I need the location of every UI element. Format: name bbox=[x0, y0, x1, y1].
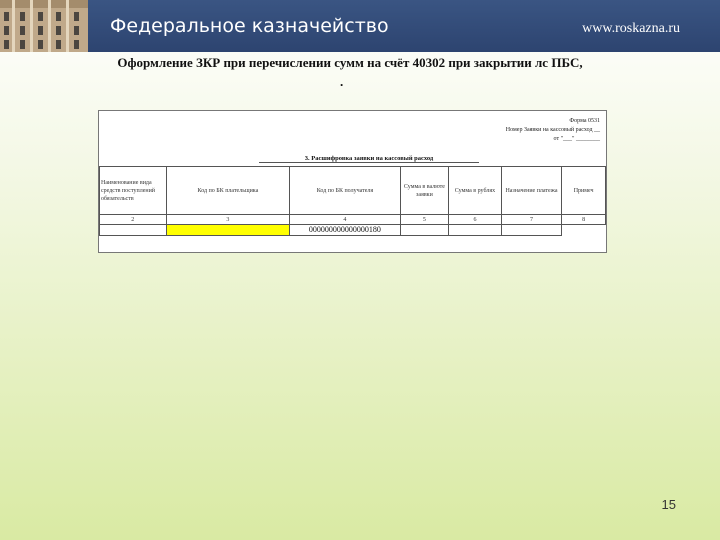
form-header bbox=[400, 117, 600, 144]
header-title: Федеральное казначейство bbox=[110, 15, 389, 37]
page-number: 15 bbox=[661, 497, 676, 512]
kbk-cell: 000000000000000180 bbox=[290, 225, 400, 236]
decoding-table bbox=[99, 166, 606, 236]
column-number: 7 bbox=[501, 215, 562, 225]
column-number: 6 bbox=[449, 215, 502, 225]
column-header: Код по БК плательщика bbox=[166, 167, 290, 215]
table-row bbox=[100, 225, 606, 236]
section-title: 3. Расшифровка заявки на кассовый расход bbox=[259, 155, 479, 163]
slide-title: Оформление ЗКР при перечислении сумм на счёт 40302 при закрытии лс ПБС, bbox=[117, 55, 583, 70]
column-number: 4 bbox=[290, 215, 400, 225]
highlighted-cell bbox=[166, 225, 290, 236]
column-number: 3 bbox=[166, 215, 290, 225]
column-number: 2 bbox=[100, 215, 167, 225]
header-url[interactable]: www.roskazna.ru bbox=[582, 21, 680, 36]
column-header: Код по БК получателя bbox=[290, 167, 400, 215]
column-number: 5 bbox=[400, 215, 449, 225]
column-header: Сумма в валюте заявки bbox=[400, 167, 449, 215]
column-number: 8 bbox=[562, 215, 606, 225]
column-header: Сумма в рублях bbox=[449, 167, 502, 215]
slide-title-line2: . bbox=[340, 74, 344, 89]
table-cell bbox=[400, 225, 449, 236]
table-header-row bbox=[100, 167, 606, 215]
table-cell bbox=[501, 225, 562, 236]
form-header-line: Номер Заявки на кассовый расход __ bbox=[505, 127, 600, 133]
column-header: Назначение платежа bbox=[501, 167, 562, 215]
building-logo bbox=[0, 0, 88, 52]
table-cell bbox=[449, 225, 502, 236]
form-header-line: от "___" ________ bbox=[553, 136, 600, 142]
table-cell bbox=[562, 225, 606, 236]
form-header-line: Форма 0531 bbox=[569, 118, 600, 124]
column-number-row bbox=[100, 215, 606, 225]
table-cell bbox=[100, 225, 167, 236]
form-image bbox=[98, 110, 607, 253]
header-bar bbox=[0, 0, 720, 52]
column-header: Примеч bbox=[562, 167, 606, 215]
column-header: Наименование вида средств поступлений обязательств bbox=[100, 167, 167, 215]
